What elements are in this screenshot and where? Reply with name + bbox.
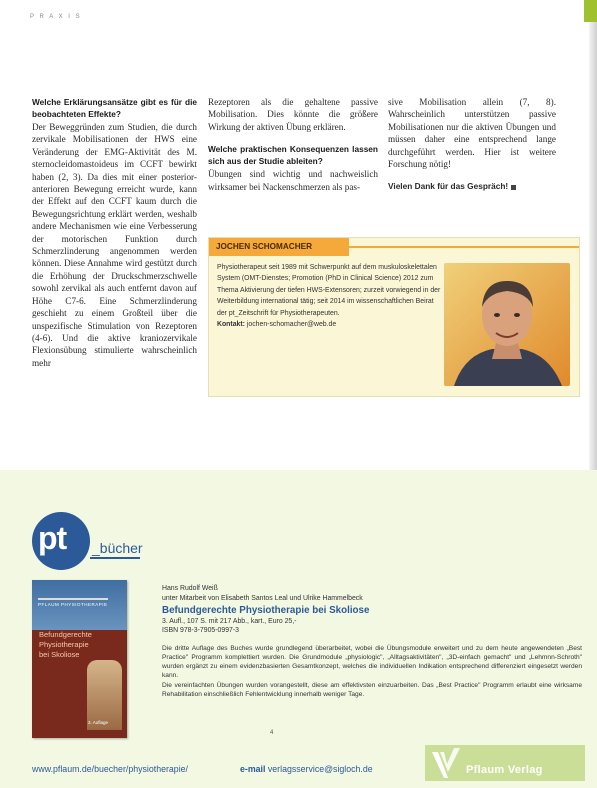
book-title[interactable]: Befundgerechte Physiotherapie bei Skoliose [162,604,370,616]
end-mark-icon [511,185,516,190]
bio-text: Physiotherapeut seit 1989 mit Schwerpunkt auf dem muskuloskelettalen System (OMT-Dienstes; Promotion (PhD in Clinical Science) 2012 zum Thema Aktivierung der tiefen HWS-Extensoren; zurzeit vorwiegend in der Weiterbildung international tätig; seit 2014 im wissenschaftlichen Beirat der pt_Zeitschrift für Physiotherapeuten. [217,264,441,317]
question-2: Welche praktischen Konsequenzen lassen sich aus der Studie ableiten? [208,144,378,167]
question-1: Welche Erklärungsansätze gibt es für die beobachteten Effekte? [32,97,197,119]
email-label: e-mail [240,764,266,774]
contact-email[interactable]: jochen-schomacher@web.de [246,321,337,329]
section-header: P R A X I S [30,14,82,20]
answer-2-continued: sive Mobilisation allein (7, 8). Wahrscheinlich unterstützen passive Mobilisationen nur die aktiven Übungen und müssen daher eine entsprechend lange durchgeführt werden. Hier ist weitere Forschung nötig! [388,97,556,170]
cover-rule [38,598,108,600]
corner-tab [584,0,597,22]
book-isbn: ISBN 978-3-7905-0997-3 [162,627,239,635]
article-column-1 [32,96,197,369]
book-details: 3. Aufl., 107 S. mit 217 Abb., kart., Euro 25,- [162,617,297,625]
book-cover[interactable] [32,580,127,738]
book-description-1: Die dritte Auflage des Buches wurde grundlegend überarbeitet, wobei die Übungsmodule erweitert und zu dem heute angewendeten „Best Practice" Programm komplettiert wurden. Die Grundmodule „physiologic", „Alltagsaktivitäten", „3D-einfach gemacht" und „Lehmnn-Schroth" wurden ergänzt zu einem evidenzbasierten Gesamtkonzept, welches die individuellen Indikation entsprechend differenziert eingesetzt werden kann. [162,645,582,680]
bio-name: JOCHEN SCHOMACHER [209,238,349,256]
article-column-3 [388,96,556,193]
bio-rule [349,246,579,248]
answer-1-continued: Rezeptoren als die gehaltene passive Mobilisation. Dies könnte die größere Wirkung der aktiven Übung erklären. [208,97,378,132]
cover-edition: 3. Auflage [88,720,109,725]
cover-title: Befundgerechte Physiotherapie bei Skoliose [39,630,92,659]
logo-underline [90,557,140,559]
logo-sub: _bücher [92,540,143,556]
author-photo [444,263,570,386]
book-author: Hans Rudolf Weiß [162,585,218,592]
article-column-2 [208,96,378,193]
author-bio-box [208,237,580,397]
book-description [162,644,582,699]
book-info [162,584,582,699]
page-number: 4 [270,730,274,736]
footer-email [240,764,373,774]
email-address[interactable]: verlagsservice@sigloch.de [267,764,373,774]
bio-header [209,238,579,256]
book-coauthors: unter Mitarbeit von Elisabeth Santos Leal und Ulrike Hammelbeck [162,594,363,602]
footer-url[interactable]: www.pflaum.de/buecher/physiotherapie/ [32,764,188,774]
answer-1-text: Der Beweggründen zum Studien, die durch zervikale Mobilisationen der HWS eine Veränderung der EMG-Aktivität des M. sternocleidomastoideus im CCFT bewirkt haben (2, 3). Da dies mit einer posterior-anterioren Bewegung erreicht wurde, kann der Effekt auf den CCFT kaum durch die Bewegungsrichtung erklärt werden, weshalb andere Mechanismen wie eine Verbesserung der motorischen Funktion durch Schmerzlinderung angenommen werden können. Diese Annahme wird gestützt durch die Erhöhung der Druckschmerzschwelle sowohl zervikal als auch entfernt davon auf Höhe C7-6. Eine Schmerzlinderung geschieht zu einem Großteil über die unspezifische Stimulation von Rezeptoren (4-6). Und die aktive kraniozervikale Flexionsübung stimulierte wahrscheinlich mehr [32,122,197,368]
contact-label: Kontakt: [217,321,245,329]
book-description-2: Die vereinfachten Übungen wurden vorangestellt, diese am effektivsten einzuarbeiten. Das „Best Practice" Programm erlaubt eine wirksame Rehabilitation einschließlich Fehlentwicklung innerhalb weniger Tage. [162,681,582,698]
bio-text-block [217,262,441,330]
thanks-line: Vielen Dank für das Gespräch! [388,181,509,192]
answer-2-text: Übungen sind wichtig und nachweislich wirksamer bei Nackenschmerzen als pas- [208,169,378,192]
cover-publisher: PFLAUM PHYSIOTHERAPIE [38,602,108,607]
publisher-v-logo-icon [432,748,462,782]
publisher-name: Pflaum Verlag [466,764,543,776]
logo-main: pt [38,520,67,556]
